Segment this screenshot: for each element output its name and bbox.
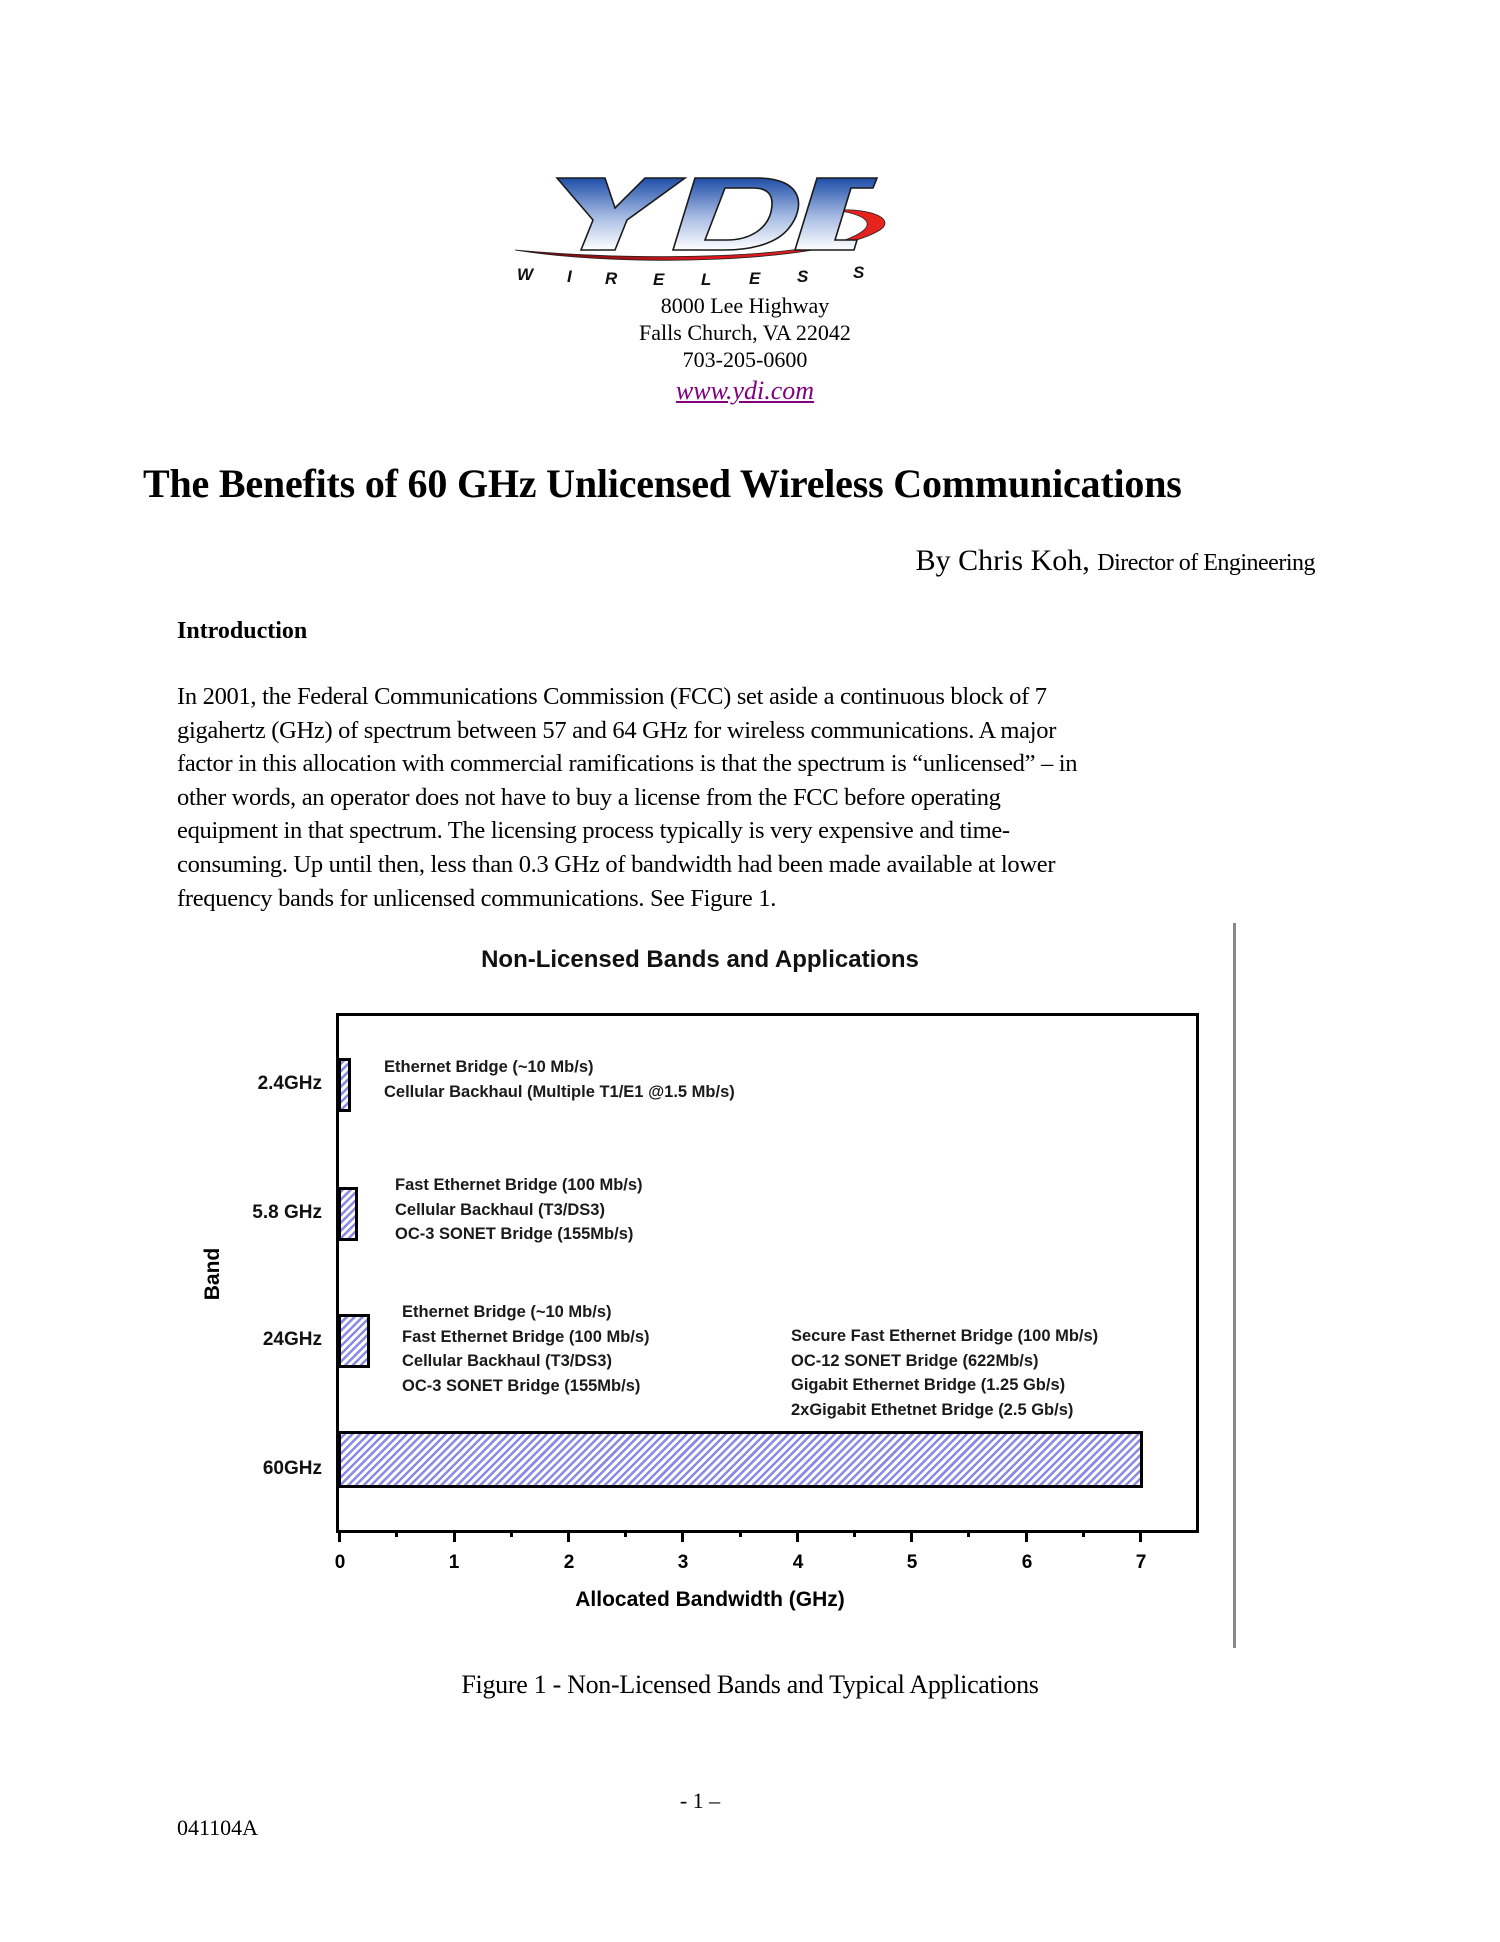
byline-role: Director of Engineering <box>1097 550 1315 576</box>
x-tick <box>1025 1530 1028 1542</box>
x-tick-label: 3 <box>677 1552 689 1573</box>
annotation-line: OC-3 SONET Bridge (155Mb/s) <box>395 1225 634 1243</box>
x-tick <box>910 1530 913 1542</box>
x-minor-tick <box>395 1530 398 1537</box>
svg-text:S: S <box>797 267 809 286</box>
svg-text:E: E <box>749 269 761 288</box>
x-tick <box>796 1530 799 1542</box>
x-minor-tick <box>624 1530 627 1537</box>
annotation-line: Cellular Backhaul (Multiple T1/E1 @1.5 Mb/s) <box>384 1082 735 1101</box>
annotation-line: Ethernet Bridge (~10 Mb/s) <box>384 1058 594 1076</box>
paragraph-line: gigahertz (GHz) of spectrum between 57 and 64 GHz for wireless communications. A major <box>177 716 1057 744</box>
ydi-wireless-logo-icon <box>505 168 910 293</box>
document-id: 041104A <box>177 1815 259 1840</box>
annotation-line: OC-12 SONET Bridge (622Mb/s) <box>791 1351 1039 1370</box>
bar-60ghz <box>338 1431 1143 1488</box>
margin-rule <box>1233 923 1236 1648</box>
x-tick-label: 4 <box>792 1552 804 1573</box>
band-label-60ghz: 60GHz <box>262 1458 322 1479</box>
x-tick-label: 6 <box>1021 1552 1033 1573</box>
x-tick-label: 1 <box>448 1552 460 1573</box>
annotation-2-4ghz <box>384 1055 735 1104</box>
band-label-24ghz: 24GHz <box>262 1329 322 1350</box>
chart-title: Non-Licensed Bands and Applications <box>481 946 919 973</box>
annotation-line: Cellular Backhaul (T3/DS3) <box>395 1200 605 1219</box>
paragraph-line: other words, an operator does not have to buy a license from the FCC before operating <box>177 783 1001 811</box>
annotation-line: Secure Fast Ethernet Bridge (100 Mb/s) <box>791 1327 1099 1345</box>
x-minor-tick <box>1082 1530 1085 1537</box>
svg-text:W: W <box>517 265 534 284</box>
svg-text:S: S <box>853 263 865 282</box>
address-phone: 703-205-0600 <box>682 347 808 372</box>
x-minor-tick <box>967 1530 970 1537</box>
document-title: The Benefits of 60 GHz Unlicensed Wireless Communications <box>143 461 1182 506</box>
address-street: 8000 Lee Highway <box>660 293 830 318</box>
svg-text:R: R <box>605 269 618 288</box>
x-minor-tick <box>853 1530 856 1537</box>
intro-paragraph <box>177 680 1227 915</box>
x-tick <box>453 1530 456 1542</box>
band-label-2-4ghz: 2.4GHz <box>257 1073 322 1094</box>
svg-text:L: L <box>701 270 712 289</box>
annotation-line: OC-3 SONET Bridge (155Mb/s) <box>402 1376 641 1395</box>
x-tick <box>1139 1530 1142 1542</box>
paragraph-line: frequency bands for unlicensed communications. See Figure 1. <box>177 884 777 912</box>
page-number: - 1 – <box>679 1788 721 1813</box>
paragraph-line: equipment in that spectrum. The licensing process typically is very expensive and time- <box>177 817 1010 845</box>
address-city: Falls Church, VA 22042 <box>639 320 851 345</box>
paragraph-line: factor in this allocation with commercial ramifications is that the spectrum is “unlicensed” – in <box>177 750 1078 778</box>
website-link[interactable]: www.ydi.com <box>675 376 815 405</box>
x-axis-title: Allocated Bandwidth (GHz) <box>575 1588 845 1611</box>
annotation-line: Gigabit Ethernet Bridge (1.25 Gb/s) <box>791 1376 1066 1394</box>
byline <box>916 544 1315 578</box>
byline-author: By Chris Koh, <box>915 544 1090 577</box>
y-axis-title: Band <box>201 1247 224 1301</box>
svg-text:E: E <box>653 270 665 289</box>
section-heading: Introduction <box>177 618 308 644</box>
x-tick <box>681 1530 684 1542</box>
paragraph-line: consuming. Up until then, less than 0.3 GHz of bandwidth had been made available at lower <box>177 850 1056 878</box>
x-tick-label: 5 <box>906 1552 918 1573</box>
annotation-line: Ethernet Bridge (~10 Mb/s) <box>402 1303 612 1321</box>
annotation-line: Fast Ethernet Bridge (100 Mb/s) <box>402 1327 650 1346</box>
x-tick-label: 7 <box>1135 1552 1147 1573</box>
annotation-line: Cellular Backhaul (T3/DS3) <box>402 1352 612 1370</box>
x-tick <box>338 1530 341 1542</box>
annotation-60ghz <box>791 1324 1098 1422</box>
band-label-5-8ghz: 5.8 GHz <box>252 1202 322 1223</box>
annotation-line: Fast Ethernet Bridge (100 Mb/s) <box>395 1176 643 1194</box>
annotation-24ghz <box>402 1300 650 1398</box>
bar-24ghz <box>338 1314 370 1368</box>
bar-5-8ghz <box>338 1187 358 1241</box>
svg-text:I: I <box>567 267 572 286</box>
x-tick-label: 2 <box>563 1552 575 1573</box>
paragraph-line: In 2001, the Federal Communications Commission (FCC) set aside a continuous block of 7 <box>177 683 1047 710</box>
x-tick <box>567 1530 570 1542</box>
annotation-line: 2xGigabit Ethetnet Bridge (2.5 Gb/s) <box>791 1400 1074 1419</box>
x-minor-tick <box>739 1530 742 1537</box>
figure-caption: Figure 1 - Non-Licensed Bands and Typical Applications <box>461 1670 1039 1699</box>
x-tick-label: 0 <box>334 1552 346 1573</box>
bar-2-4ghz <box>338 1058 351 1112</box>
x-minor-tick <box>510 1530 513 1537</box>
annotation-5-8ghz <box>395 1173 643 1247</box>
